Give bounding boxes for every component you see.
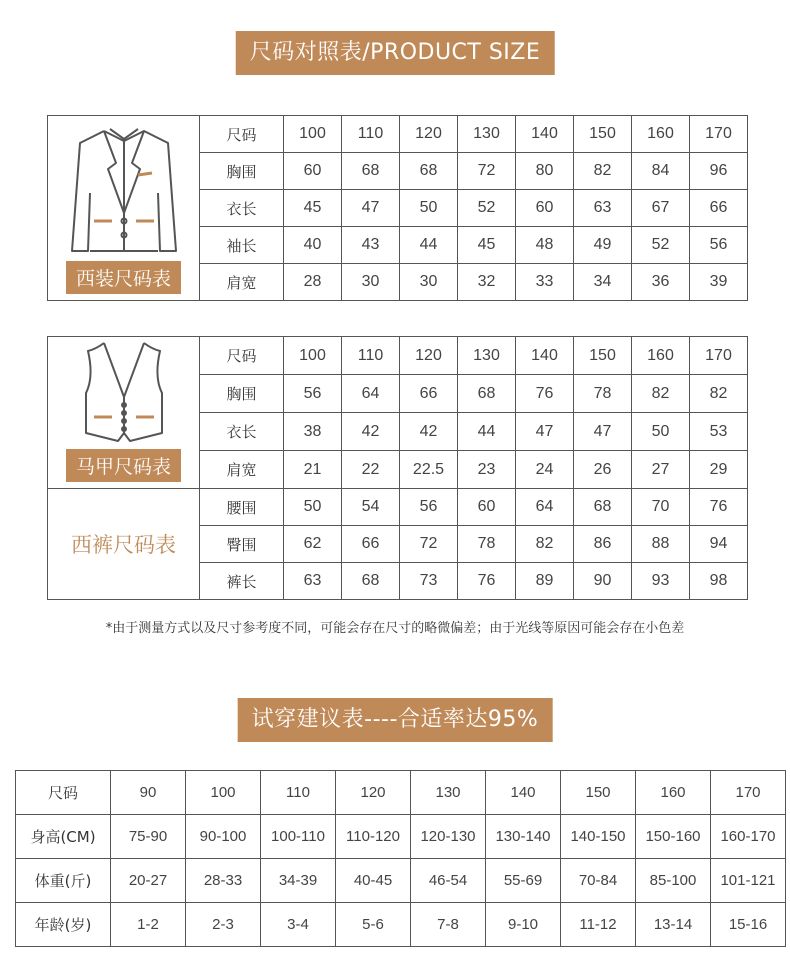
table-cell: 45 xyxy=(284,190,342,227)
table-cell: 110 xyxy=(342,337,400,375)
table-cell: 85-100 xyxy=(636,859,711,903)
table-cell: 160 xyxy=(632,116,690,153)
row-label: 尺码 xyxy=(200,337,284,375)
table-cell: 100-110 xyxy=(261,815,336,859)
row-label: 臀围 xyxy=(200,526,284,563)
table-cell: 120 xyxy=(400,116,458,153)
table-cell: 40 xyxy=(284,227,342,264)
table-cell: 130 xyxy=(458,337,516,375)
table-cell: 44 xyxy=(400,227,458,264)
table-cell: 84 xyxy=(632,153,690,190)
garment-illustration-cell xyxy=(48,116,200,301)
table-cell: 56 xyxy=(284,375,342,413)
table-cell: 86 xyxy=(574,526,632,563)
table-cell: 120-130 xyxy=(411,815,486,859)
table-row xyxy=(16,815,786,859)
table-cell: 82 xyxy=(690,375,748,413)
table-cell: 52 xyxy=(458,190,516,227)
table-cell: 73 xyxy=(400,563,458,600)
vest-icon xyxy=(74,337,174,449)
table-cell: 80 xyxy=(516,153,574,190)
table-cell: 30 xyxy=(400,264,458,301)
table-cell: 78 xyxy=(458,526,516,563)
table-cell: 82 xyxy=(574,153,632,190)
table-cell: 89 xyxy=(516,563,574,600)
table-cell: 5-6 xyxy=(336,903,411,947)
table-cell: 100 xyxy=(186,771,261,815)
table-cell: 68 xyxy=(458,375,516,413)
table-cell: 36 xyxy=(632,264,690,301)
table-cell: 49 xyxy=(574,227,632,264)
row-label: 身高(CM) xyxy=(16,815,111,859)
table-cell: 47 xyxy=(574,413,632,451)
table-cell: 75-90 xyxy=(111,815,186,859)
table-cell: 72 xyxy=(458,153,516,190)
row-label: 尺码 xyxy=(16,771,111,815)
garment-illustration-cell xyxy=(48,337,200,489)
table-cell: 21 xyxy=(284,451,342,489)
table-cell: 140 xyxy=(516,116,574,153)
table-cell: 70-84 xyxy=(561,859,636,903)
table-cell: 76 xyxy=(516,375,574,413)
suit-jacket-icon xyxy=(64,123,184,261)
table-cell: 34 xyxy=(574,264,632,301)
row-label: 胸围 xyxy=(200,153,284,190)
table-cell: 54 xyxy=(342,489,400,526)
row-label: 衣长 xyxy=(200,413,284,451)
table-cell: 33 xyxy=(516,264,574,301)
fit-advice-table xyxy=(15,770,786,947)
table-cell: 48 xyxy=(516,227,574,264)
pants-table-title: 西裤尺码表 xyxy=(71,533,176,557)
table-cell: 66 xyxy=(342,526,400,563)
table-cell: 9-10 xyxy=(486,903,561,947)
table-cell: 78 xyxy=(574,375,632,413)
table-cell: 34-39 xyxy=(261,859,336,903)
table-cell: 140 xyxy=(516,337,574,375)
table-cell: 47 xyxy=(516,413,574,451)
table-cell: 38 xyxy=(284,413,342,451)
table-cell: 130-140 xyxy=(486,815,561,859)
table-cell: 56 xyxy=(690,227,748,264)
table-cell: 32 xyxy=(458,264,516,301)
table-cell: 42 xyxy=(342,413,400,451)
table-cell: 101-121 xyxy=(711,859,786,903)
table-cell: 82 xyxy=(516,526,574,563)
table-cell: 20-27 xyxy=(111,859,186,903)
row-label: 袖长 xyxy=(200,227,284,264)
table-row xyxy=(48,489,748,526)
table-cell: 68 xyxy=(342,563,400,600)
table-cell: 15-16 xyxy=(711,903,786,947)
row-label: 尺码 xyxy=(200,116,284,153)
table-cell: 170 xyxy=(690,337,748,375)
table-cell: 50 xyxy=(400,190,458,227)
table-row xyxy=(48,337,748,375)
vest-pants-size-table xyxy=(47,336,748,600)
table-cell: 150 xyxy=(561,771,636,815)
table-cell: 160-170 xyxy=(711,815,786,859)
table-cell: 52 xyxy=(632,227,690,264)
row-label: 胸围 xyxy=(200,375,284,413)
table-cell: 50 xyxy=(284,489,342,526)
table-cell: 60 xyxy=(284,153,342,190)
table-cell: 66 xyxy=(690,190,748,227)
table-cell: 110 xyxy=(261,771,336,815)
table-cell: 90 xyxy=(574,563,632,600)
table-cell: 62 xyxy=(284,526,342,563)
table-cell: 82 xyxy=(632,375,690,413)
table-cell: 11-12 xyxy=(561,903,636,947)
table-cell: 23 xyxy=(458,451,516,489)
table-cell: 70 xyxy=(632,489,690,526)
row-label: 衣长 xyxy=(200,190,284,227)
table-cell: 90-100 xyxy=(186,815,261,859)
table-cell: 60 xyxy=(458,489,516,526)
table-cell: 140 xyxy=(486,771,561,815)
table-cell: 1-2 xyxy=(111,903,186,947)
table-cell: 29 xyxy=(690,451,748,489)
table-cell: 42 xyxy=(400,413,458,451)
table-row xyxy=(16,771,786,815)
table-cell: 22 xyxy=(342,451,400,489)
table-cell: 170 xyxy=(711,771,786,815)
table-row xyxy=(16,903,786,947)
table-cell: 2-3 xyxy=(186,903,261,947)
table-cell: 130 xyxy=(411,771,486,815)
table-cell: 43 xyxy=(342,227,400,264)
table-cell: 150 xyxy=(574,116,632,153)
table-cell: 27 xyxy=(632,451,690,489)
table-cell: 64 xyxy=(342,375,400,413)
row-label: 肩宽 xyxy=(200,264,284,301)
table-cell: 40-45 xyxy=(336,859,411,903)
table-cell: 50 xyxy=(632,413,690,451)
table-cell: 60 xyxy=(516,190,574,227)
table-cell: 63 xyxy=(284,563,342,600)
table-cell: 160 xyxy=(632,337,690,375)
pants-title-cell xyxy=(48,489,200,600)
suit-size-table xyxy=(47,115,748,301)
table-cell: 68 xyxy=(342,153,400,190)
table-cell: 39 xyxy=(690,264,748,301)
table-cell: 53 xyxy=(690,413,748,451)
size-chart-title: 尺码对照表/PRODUCT SIZE xyxy=(236,31,555,75)
table-cell: 28 xyxy=(284,264,342,301)
table-cell: 44 xyxy=(458,413,516,451)
table-cell: 150 xyxy=(574,337,632,375)
table-row xyxy=(48,116,748,153)
table-cell: 96 xyxy=(690,153,748,190)
table-cell: 13-14 xyxy=(636,903,711,947)
table-cell: 76 xyxy=(458,563,516,600)
table-cell: 56 xyxy=(400,489,458,526)
table-cell: 110-120 xyxy=(336,815,411,859)
row-label: 腰围 xyxy=(200,489,284,526)
table-cell: 68 xyxy=(400,153,458,190)
fit-advice-title: 试穿建议表----合适率达95% xyxy=(238,698,553,742)
table-cell: 55-69 xyxy=(486,859,561,903)
table-cell: 120 xyxy=(400,337,458,375)
table-cell: 93 xyxy=(632,563,690,600)
table-tag: 马甲尺码表 xyxy=(66,449,181,482)
table-cell: 46-54 xyxy=(411,859,486,903)
table-cell: 3-4 xyxy=(261,903,336,947)
table-cell: 98 xyxy=(690,563,748,600)
table-cell: 47 xyxy=(342,190,400,227)
table-cell: 100 xyxy=(284,337,342,375)
measurement-note: *由于测量方式以及尺寸参考度不同，可能会存在尺寸的略微偏差；由于光线等原因可能会存在小色差 xyxy=(105,621,685,636)
table-cell: 160 xyxy=(636,771,711,815)
table-cell: 140-150 xyxy=(561,815,636,859)
table-cell: 67 xyxy=(632,190,690,227)
table-cell: 76 xyxy=(690,489,748,526)
table-cell: 64 xyxy=(516,489,574,526)
table-cell: 88 xyxy=(632,526,690,563)
table-cell: 68 xyxy=(574,489,632,526)
row-label: 裤长 xyxy=(200,563,284,600)
row-label: 年龄(岁) xyxy=(16,903,111,947)
table-cell: 170 xyxy=(690,116,748,153)
table-cell: 30 xyxy=(342,264,400,301)
table-cell: 7-8 xyxy=(411,903,486,947)
table-cell: 26 xyxy=(574,451,632,489)
table-cell: 24 xyxy=(516,451,574,489)
table-row xyxy=(16,859,786,903)
table-cell: 94 xyxy=(690,526,748,563)
table-cell: 72 xyxy=(400,526,458,563)
table-tag: 西装尺码表 xyxy=(66,261,181,294)
table-cell: 130 xyxy=(458,116,516,153)
table-cell: 63 xyxy=(574,190,632,227)
table-cell: 100 xyxy=(284,116,342,153)
table-cell: 110 xyxy=(342,116,400,153)
row-label: 肩宽 xyxy=(200,451,284,489)
table-cell: 45 xyxy=(458,227,516,264)
table-cell: 90 xyxy=(111,771,186,815)
row-label: 体重(斤) xyxy=(16,859,111,903)
table-cell: 22.5 xyxy=(400,451,458,489)
table-cell: 66 xyxy=(400,375,458,413)
table-cell: 120 xyxy=(336,771,411,815)
table-cell: 28-33 xyxy=(186,859,261,903)
table-cell: 150-160 xyxy=(636,815,711,859)
